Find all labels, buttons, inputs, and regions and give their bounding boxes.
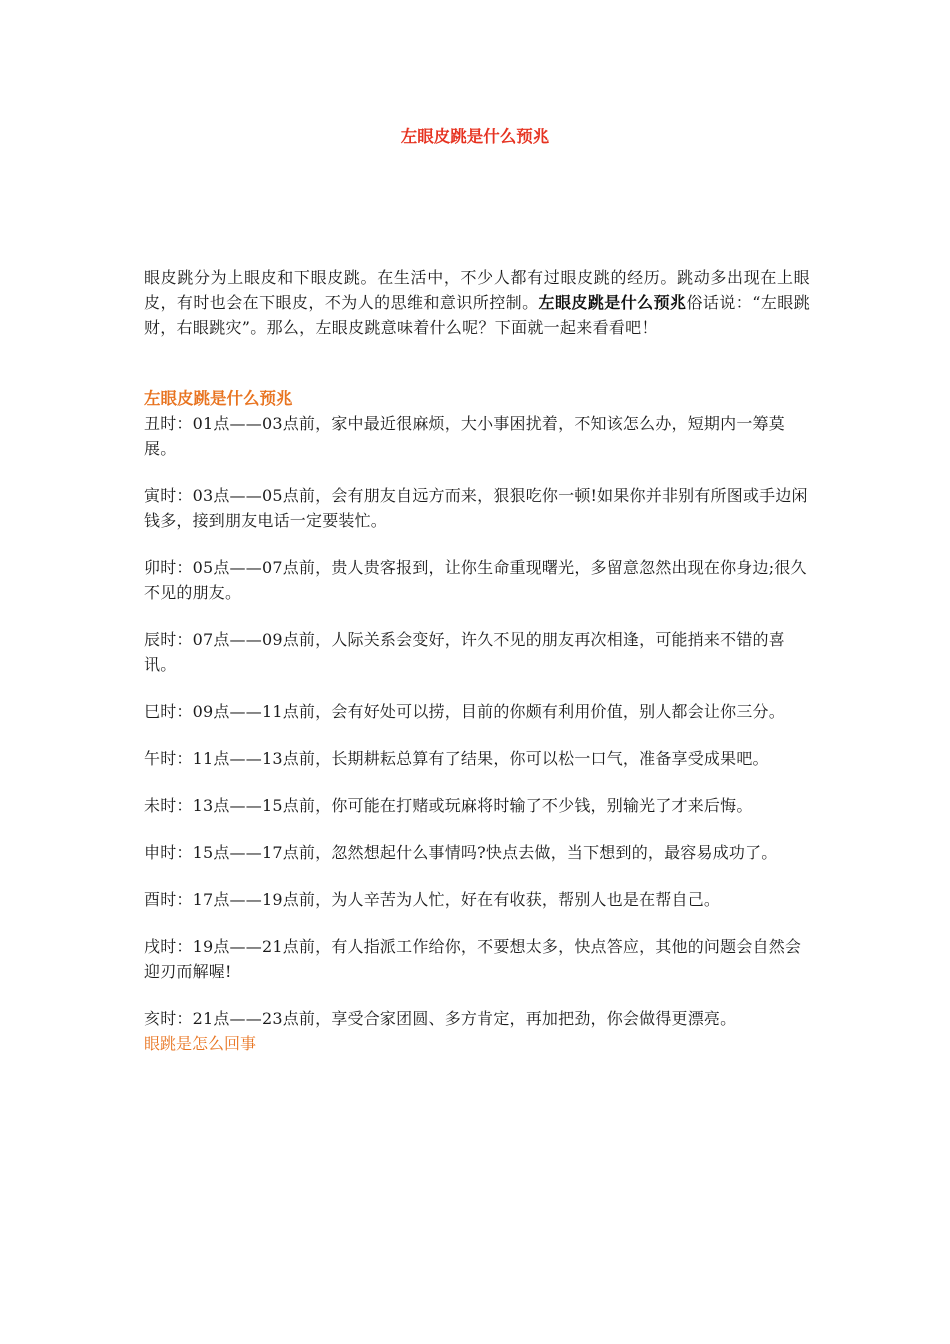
list-item: 巳时：09点——11点前，会有好处可以捞，目前的你颇有利用价值，别人都会让你三分。: [144, 702, 785, 721]
list-item: 寅时：03点——05点前，会有朋友自远方而来，狠狠吃你一顿!如果你并非别有所图或手边闲钱多，接到朋友电话一定要装忙。: [144, 486, 808, 530]
list-item: 酉时：17点——19点前，为人辛苦为人忙，好在有收获，帮别人也是在帮自己。: [144, 890, 721, 909]
intro-paragraph: [144, 265, 810, 340]
document-body: [144, 265, 810, 1056]
document-title: 左眼皮跳是什么预兆: [400, 127, 550, 146]
list-item: 戌时：19点——21点前，有人指派工作给你，不要想太多，快点答应，其他的问题会自然会迎刃而解喔!: [144, 937, 802, 981]
list-item: 辰时：07点——09点前，人际关系会变好，许久不见的朋友再次相逢，可能捎来不错的喜讯。: [144, 630, 785, 674]
list-item: 申时：15点——17点前，忽然想起什么事情吗?快点去做，当下想到的，最容易成功了。: [144, 843, 778, 862]
sub-heading: 眼跳是怎么回事: [144, 1034, 257, 1053]
list-item: 丑时：01点——03点前，家中最近很麻烦，大小事困扰着，不知该怎么办，短期内一筹莫展。: [144, 414, 785, 458]
list-item: 未时：13点——15点前，你可能在打赌或玩麻将时输了不少钱，别输光了才来后悔。: [144, 796, 753, 815]
intro-text-continued: 俗话说：“左眼跳财，右眼跳灾”。那么，左眼皮跳意味着什么呢？下面就一起来看看吧！: [144, 293, 811, 337]
list-item: 亥时：21点——23点前，享受合家团圆、多方肯定，再加把劲，你会做得更漂亮。: [144, 1009, 737, 1028]
section-heading: 左眼皮跳是什么预兆: [144, 389, 293, 408]
list-item: 午时：11点——13点前，长期耕耘总算有了结果，你可以松一口气，准备享受成果吧。: [144, 749, 769, 768]
list-item: 卯时：05点——07点前，贵人贵客报到，让你生命重现曙光，多留意忽然出现在你身边;很久不见的朋友。: [144, 558, 807, 602]
intro-text: 眼皮跳分为上眼皮和下眼皮跳。在生活中，不少人都有过眼皮跳的经历。跳动多出现在上眼皮，有时也会在下眼皮，不为人的思维和意识所控制。: [144, 268, 810, 312]
intro-bold-phrase: 左眼皮跳是什么预兆: [538, 293, 687, 312]
